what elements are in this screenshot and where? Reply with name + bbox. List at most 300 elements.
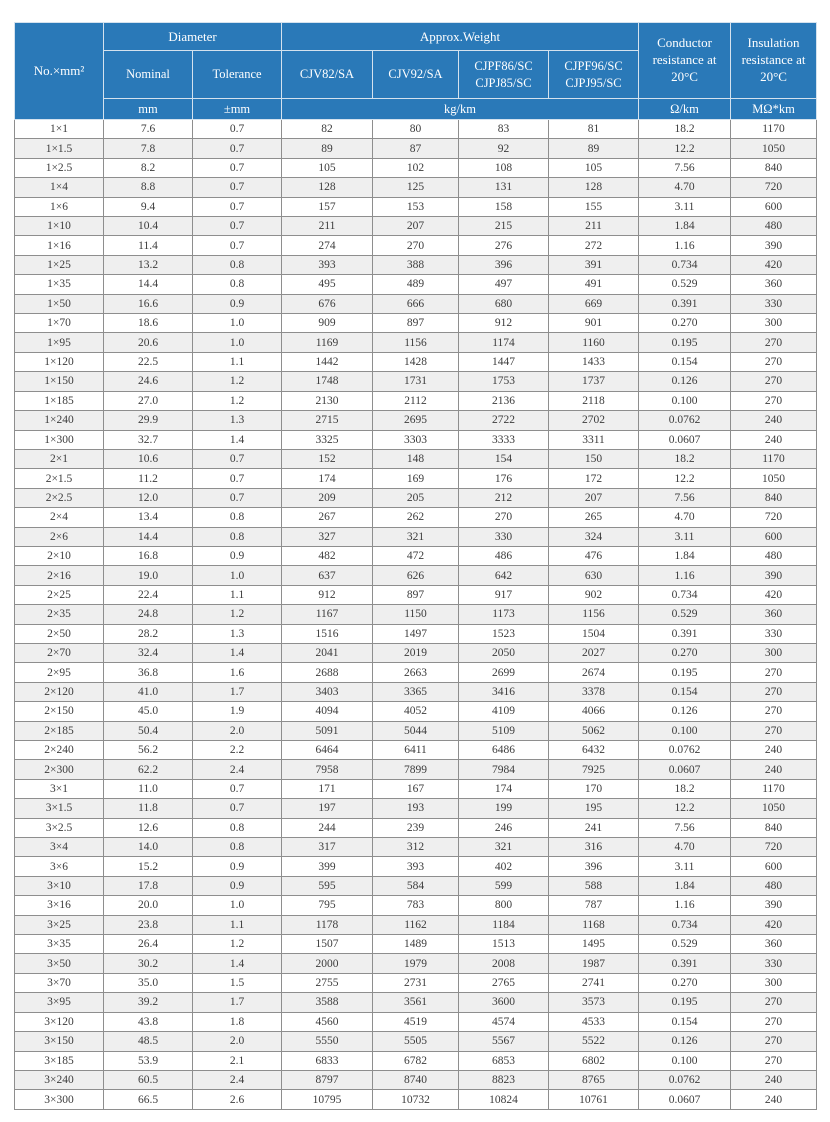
value-cell: 3311 xyxy=(549,430,639,449)
row-label-cell: 3×1 xyxy=(15,779,104,798)
value-cell: 0.7 xyxy=(193,449,282,468)
value-cell: 89 xyxy=(282,139,373,158)
value-cell: 2027 xyxy=(549,643,639,662)
table-row xyxy=(15,1051,817,1070)
value-cell: 41.0 xyxy=(104,682,193,701)
value-cell: 600 xyxy=(731,857,817,876)
row-label-cell: 1×1 xyxy=(15,120,104,139)
header-insulation-resistance: Insulation resistance at 20°C xyxy=(731,23,817,99)
value-cell: 396 xyxy=(459,255,549,274)
table-row xyxy=(15,255,817,274)
row-label-cell: 2×1 xyxy=(15,449,104,468)
value-cell: 0.391 xyxy=(639,294,731,313)
value-cell: 391 xyxy=(549,255,639,274)
table-row xyxy=(15,178,817,197)
value-cell: 240 xyxy=(731,1090,817,1110)
value-cell: 1156 xyxy=(549,605,639,624)
table-row xyxy=(15,721,817,740)
value-cell: 402 xyxy=(459,857,549,876)
value-cell: 300 xyxy=(731,314,817,333)
value-cell: 270 xyxy=(731,1012,817,1031)
value-cell: 276 xyxy=(459,236,549,255)
value-cell: 669 xyxy=(549,294,639,313)
header-cjpf86 xyxy=(459,51,549,99)
value-cell: 0.7 xyxy=(193,488,282,507)
value-cell: 2130 xyxy=(282,391,373,410)
value-cell: 0.270 xyxy=(639,643,731,662)
value-cell: 5091 xyxy=(282,721,373,740)
value-cell: 1731 xyxy=(373,372,459,391)
value-cell: 3378 xyxy=(549,682,639,701)
value-cell: 32.7 xyxy=(104,430,193,449)
value-cell: 16.6 xyxy=(104,294,193,313)
table-row xyxy=(15,818,817,837)
value-cell: 0.7 xyxy=(193,469,282,488)
cable-spec-table xyxy=(14,22,817,1110)
value-cell: 316 xyxy=(549,838,639,857)
value-cell: 0.195 xyxy=(639,333,731,352)
value-cell: 176 xyxy=(459,469,549,488)
value-cell: 27.0 xyxy=(104,391,193,410)
value-cell: 10795 xyxy=(282,1090,373,1110)
value-cell: 43.8 xyxy=(104,1012,193,1031)
header-cjv82: CJV82/SA xyxy=(282,51,373,99)
table-row xyxy=(15,120,817,139)
value-cell: 244 xyxy=(282,818,373,837)
value-cell: 897 xyxy=(373,314,459,333)
value-cell: 45.0 xyxy=(104,702,193,721)
value-cell: 2008 xyxy=(459,954,549,973)
value-cell: 390 xyxy=(731,236,817,255)
value-cell: 3.11 xyxy=(639,197,731,216)
value-cell: 1.9 xyxy=(193,702,282,721)
row-label-cell: 2×70 xyxy=(15,643,104,662)
value-cell: 48.5 xyxy=(104,1032,193,1051)
value-cell: 50.4 xyxy=(104,721,193,740)
value-cell: 5505 xyxy=(373,1032,459,1051)
table-row xyxy=(15,294,817,313)
value-cell: 630 xyxy=(549,566,639,585)
value-cell: 902 xyxy=(549,585,639,604)
row-label-cell: 2×300 xyxy=(15,760,104,779)
table-row xyxy=(15,973,817,992)
value-cell: 241 xyxy=(549,818,639,837)
value-cell: 17.8 xyxy=(104,876,193,895)
value-cell: 155 xyxy=(549,197,639,216)
value-cell: 28.2 xyxy=(104,624,193,643)
value-cell: 360 xyxy=(731,935,817,954)
value-cell: 1.0 xyxy=(193,566,282,585)
value-cell: 491 xyxy=(549,275,639,294)
table-row xyxy=(15,217,817,236)
value-cell: 1428 xyxy=(373,352,459,371)
value-cell: 1507 xyxy=(282,935,373,954)
value-cell: 81 xyxy=(549,120,639,139)
value-cell: 53.9 xyxy=(104,1051,193,1070)
value-cell: 2695 xyxy=(373,411,459,430)
row-label-cell: 1×25 xyxy=(15,255,104,274)
value-cell: 169 xyxy=(373,469,459,488)
value-cell: 1.2 xyxy=(193,391,282,410)
value-cell: 195 xyxy=(549,799,639,818)
value-cell: 489 xyxy=(373,275,459,294)
value-cell: 840 xyxy=(731,818,817,837)
value-cell: 4560 xyxy=(282,1012,373,1031)
value-cell: 1.1 xyxy=(193,915,282,934)
value-cell: 1162 xyxy=(373,915,459,934)
value-cell: 720 xyxy=(731,178,817,197)
row-label-cell: 1×95 xyxy=(15,333,104,352)
value-cell: 1.16 xyxy=(639,896,731,915)
value-cell: 0.529 xyxy=(639,605,731,624)
value-cell: 0.529 xyxy=(639,935,731,954)
value-cell: 3365 xyxy=(373,682,459,701)
value-cell: 393 xyxy=(373,857,459,876)
value-cell: 4066 xyxy=(549,702,639,721)
value-cell: 0.734 xyxy=(639,915,731,934)
value-cell: 720 xyxy=(731,838,817,857)
value-cell: 12.2 xyxy=(639,139,731,158)
value-cell: 8765 xyxy=(549,1070,639,1089)
value-cell: 0.126 xyxy=(639,702,731,721)
row-label-cell: 3×35 xyxy=(15,935,104,954)
value-cell: 330 xyxy=(731,294,817,313)
value-cell: 324 xyxy=(549,527,639,546)
table-row xyxy=(15,915,817,934)
value-cell: 1174 xyxy=(459,333,549,352)
value-cell: 167 xyxy=(373,779,459,798)
value-cell: 10761 xyxy=(549,1090,639,1110)
value-cell: 1748 xyxy=(282,372,373,391)
header-cjpf86-line2: CJPJ85/SC xyxy=(475,75,532,90)
value-cell: 0.154 xyxy=(639,682,731,701)
value-cell: 917 xyxy=(459,585,549,604)
value-cell: 10732 xyxy=(373,1090,459,1110)
row-label-cell: 2×35 xyxy=(15,605,104,624)
table-row xyxy=(15,236,817,255)
value-cell: 1497 xyxy=(373,624,459,643)
value-cell: 2722 xyxy=(459,411,549,430)
table-row xyxy=(15,876,817,895)
value-cell: 0.0762 xyxy=(639,411,731,430)
value-cell: 783 xyxy=(373,896,459,915)
value-cell: 1442 xyxy=(282,352,373,371)
value-cell: 390 xyxy=(731,896,817,915)
value-cell: 6782 xyxy=(373,1051,459,1070)
value-cell: 0.100 xyxy=(639,1051,731,1070)
value-cell: 637 xyxy=(282,566,373,585)
value-cell: 6486 xyxy=(459,741,549,760)
value-cell: 7958 xyxy=(282,760,373,779)
value-cell: 327 xyxy=(282,527,373,546)
value-cell: 7.56 xyxy=(639,488,731,507)
table-row xyxy=(15,857,817,876)
value-cell: 0.7 xyxy=(193,120,282,139)
value-cell: 0.154 xyxy=(639,352,731,371)
value-cell: 600 xyxy=(731,527,817,546)
value-cell: 0.195 xyxy=(639,663,731,682)
row-label-cell: 2×25 xyxy=(15,585,104,604)
value-cell: 108 xyxy=(459,158,549,177)
value-cell: 16.8 xyxy=(104,546,193,565)
value-cell: 24.6 xyxy=(104,372,193,391)
table-row xyxy=(15,605,817,624)
header-nominal: Nominal xyxy=(104,51,193,99)
value-cell: 420 xyxy=(731,915,817,934)
value-cell: 211 xyxy=(282,217,373,236)
table-row xyxy=(15,741,817,760)
value-cell: 2118 xyxy=(549,391,639,410)
value-cell: 5109 xyxy=(459,721,549,740)
value-cell: 2741 xyxy=(549,973,639,992)
value-cell: 3.11 xyxy=(639,527,731,546)
value-cell: 912 xyxy=(282,585,373,604)
value-cell: 2.2 xyxy=(193,741,282,760)
table-row xyxy=(15,682,817,701)
value-cell: 1.2 xyxy=(193,605,282,624)
value-cell: 1170 xyxy=(731,779,817,798)
value-cell: 0.7 xyxy=(193,197,282,216)
value-cell: 56.2 xyxy=(104,741,193,760)
value-cell: 207 xyxy=(549,488,639,507)
value-cell: 1979 xyxy=(373,954,459,973)
unit-megaohm-km: MΩ*km xyxy=(731,99,817,120)
value-cell: 0.8 xyxy=(193,255,282,274)
value-cell: 3561 xyxy=(373,993,459,1012)
value-cell: 3303 xyxy=(373,430,459,449)
value-cell: 270 xyxy=(459,508,549,527)
row-label-cell: 3×6 xyxy=(15,857,104,876)
value-cell: 3333 xyxy=(459,430,549,449)
value-cell: 1169 xyxy=(282,333,373,352)
row-label-cell: 3×10 xyxy=(15,876,104,895)
value-cell: 171 xyxy=(282,779,373,798)
value-cell: 6833 xyxy=(282,1051,373,1070)
value-cell: 4052 xyxy=(373,702,459,721)
value-cell: 4519 xyxy=(373,1012,459,1031)
table-row xyxy=(15,158,817,177)
value-cell: 1173 xyxy=(459,605,549,624)
value-cell: 420 xyxy=(731,585,817,604)
header-cjpf96-line2: CJPJ95/SC xyxy=(565,75,622,90)
value-cell: 2136 xyxy=(459,391,549,410)
value-cell: 6802 xyxy=(549,1051,639,1070)
value-cell: 720 xyxy=(731,508,817,527)
table-row xyxy=(15,954,817,973)
value-cell: 2663 xyxy=(373,663,459,682)
value-cell: 205 xyxy=(373,488,459,507)
value-cell: 1150 xyxy=(373,605,459,624)
value-cell: 1753 xyxy=(459,372,549,391)
value-cell: 0.0762 xyxy=(639,1070,731,1089)
table-row xyxy=(15,838,817,857)
value-cell: 680 xyxy=(459,294,549,313)
value-cell: 1.4 xyxy=(193,643,282,662)
value-cell: 595 xyxy=(282,876,373,895)
value-cell: 14.4 xyxy=(104,527,193,546)
value-cell: 26.4 xyxy=(104,935,193,954)
value-cell: 12.6 xyxy=(104,818,193,837)
value-cell: 6853 xyxy=(459,1051,549,1070)
value-cell: 2755 xyxy=(282,973,373,992)
value-cell: 8.2 xyxy=(104,158,193,177)
table-row xyxy=(15,546,817,565)
value-cell: 239 xyxy=(373,818,459,837)
value-cell: 482 xyxy=(282,546,373,565)
value-cell: 1167 xyxy=(282,605,373,624)
value-cell: 274 xyxy=(282,236,373,255)
value-cell: 1495 xyxy=(549,935,639,954)
row-label-cell: 2×120 xyxy=(15,682,104,701)
value-cell: 840 xyxy=(731,488,817,507)
value-cell: 3600 xyxy=(459,993,549,1012)
value-cell: 262 xyxy=(373,508,459,527)
value-cell: 317 xyxy=(282,838,373,857)
value-cell: 14.0 xyxy=(104,838,193,857)
value-cell: 153 xyxy=(373,197,459,216)
row-label-cell: 2×10 xyxy=(15,546,104,565)
value-cell: 330 xyxy=(731,954,817,973)
row-label-cell: 3×25 xyxy=(15,915,104,934)
header-conductor-resistance: Conductor resistance at 20°C xyxy=(639,23,731,99)
value-cell: 1.4 xyxy=(193,954,282,973)
table-row xyxy=(15,585,817,604)
row-label-cell: 3×70 xyxy=(15,973,104,992)
row-label-cell: 2×240 xyxy=(15,741,104,760)
value-cell: 240 xyxy=(731,430,817,449)
value-cell: 211 xyxy=(549,217,639,236)
value-cell: 0.154 xyxy=(639,1012,731,1031)
table-row xyxy=(15,449,817,468)
value-cell: 1.4 xyxy=(193,430,282,449)
value-cell: 170 xyxy=(549,779,639,798)
value-cell: 1.84 xyxy=(639,876,731,895)
table-row xyxy=(15,527,817,546)
value-cell: 39.2 xyxy=(104,993,193,1012)
value-cell: 599 xyxy=(459,876,549,895)
value-cell: 29.9 xyxy=(104,411,193,430)
row-label-cell: 1×240 xyxy=(15,411,104,430)
value-cell: 15.2 xyxy=(104,857,193,876)
value-cell: 1050 xyxy=(731,799,817,818)
value-cell: 1504 xyxy=(549,624,639,643)
row-label-cell: 3×16 xyxy=(15,896,104,915)
value-cell: 588 xyxy=(549,876,639,895)
value-cell: 270 xyxy=(731,721,817,740)
value-cell: 4533 xyxy=(549,1012,639,1031)
value-cell: 14.4 xyxy=(104,275,193,294)
value-cell: 0.7 xyxy=(193,799,282,818)
value-cell: 18.2 xyxy=(639,120,731,139)
value-cell: 80 xyxy=(373,120,459,139)
value-cell: 3325 xyxy=(282,430,373,449)
value-cell: 3573 xyxy=(549,993,639,1012)
value-cell: 270 xyxy=(731,1051,817,1070)
row-label-cell: 3×150 xyxy=(15,1032,104,1051)
value-cell: 270 xyxy=(731,391,817,410)
value-cell: 300 xyxy=(731,973,817,992)
value-cell: 2702 xyxy=(549,411,639,430)
value-cell: 3416 xyxy=(459,682,549,701)
value-cell: 480 xyxy=(731,217,817,236)
value-cell: 82 xyxy=(282,120,373,139)
value-cell: 199 xyxy=(459,799,549,818)
value-cell: 10.6 xyxy=(104,449,193,468)
value-cell: 0.9 xyxy=(193,857,282,876)
value-cell: 9.4 xyxy=(104,197,193,216)
value-cell: 0.270 xyxy=(639,973,731,992)
value-cell: 1523 xyxy=(459,624,549,643)
value-cell: 18.6 xyxy=(104,314,193,333)
row-label-cell: 3×50 xyxy=(15,954,104,973)
value-cell: 2.6 xyxy=(193,1090,282,1110)
table-row xyxy=(15,469,817,488)
value-cell: 0.8 xyxy=(193,275,282,294)
value-cell: 3403 xyxy=(282,682,373,701)
value-cell: 2019 xyxy=(373,643,459,662)
row-label-cell: 1×1.5 xyxy=(15,139,104,158)
value-cell: 1.16 xyxy=(639,236,731,255)
value-cell: 12.2 xyxy=(639,469,731,488)
row-label-cell: 3×240 xyxy=(15,1070,104,1089)
value-cell: 270 xyxy=(731,682,817,701)
row-label-cell: 1×50 xyxy=(15,294,104,313)
row-label-cell: 2×2.5 xyxy=(15,488,104,507)
value-cell: 174 xyxy=(459,779,549,798)
value-cell: 8797 xyxy=(282,1070,373,1089)
value-cell: 420 xyxy=(731,255,817,274)
value-cell: 246 xyxy=(459,818,549,837)
row-label-cell: 2×150 xyxy=(15,702,104,721)
value-cell: 2.1 xyxy=(193,1051,282,1070)
value-cell: 787 xyxy=(549,896,639,915)
unit-plusminus-mm: ±mm xyxy=(193,99,282,120)
value-cell: 0.7 xyxy=(193,158,282,177)
header-band-1 xyxy=(15,23,817,51)
row-label-cell: 1×300 xyxy=(15,430,104,449)
value-cell: 20.0 xyxy=(104,896,193,915)
value-cell: 1170 xyxy=(731,449,817,468)
value-cell: 486 xyxy=(459,546,549,565)
table-row xyxy=(15,624,817,643)
row-label-cell: 1×120 xyxy=(15,352,104,371)
unit-mm: mm xyxy=(104,99,193,120)
value-cell: 12.2 xyxy=(639,799,731,818)
value-cell: 12.0 xyxy=(104,488,193,507)
value-cell: 5550 xyxy=(282,1032,373,1051)
value-cell: 2699 xyxy=(459,663,549,682)
value-cell: 476 xyxy=(549,546,639,565)
value-cell: 676 xyxy=(282,294,373,313)
header-cjpf96 xyxy=(549,51,639,99)
value-cell: 5567 xyxy=(459,1032,549,1051)
value-cell: 0.7 xyxy=(193,139,282,158)
value-cell: 8823 xyxy=(459,1070,549,1089)
value-cell: 0.8 xyxy=(193,838,282,857)
value-cell: 22.4 xyxy=(104,585,193,604)
value-cell: 20.6 xyxy=(104,333,193,352)
value-cell: 1.3 xyxy=(193,624,282,643)
value-cell: 11.2 xyxy=(104,469,193,488)
row-label-cell: 2×95 xyxy=(15,663,104,682)
value-cell: 2731 xyxy=(373,973,459,992)
value-cell: 11.0 xyxy=(104,779,193,798)
value-cell: 1.84 xyxy=(639,546,731,565)
value-cell: 2688 xyxy=(282,663,373,682)
value-cell: 1.84 xyxy=(639,217,731,236)
value-cell: 0.9 xyxy=(193,294,282,313)
value-cell: 240 xyxy=(731,411,817,430)
